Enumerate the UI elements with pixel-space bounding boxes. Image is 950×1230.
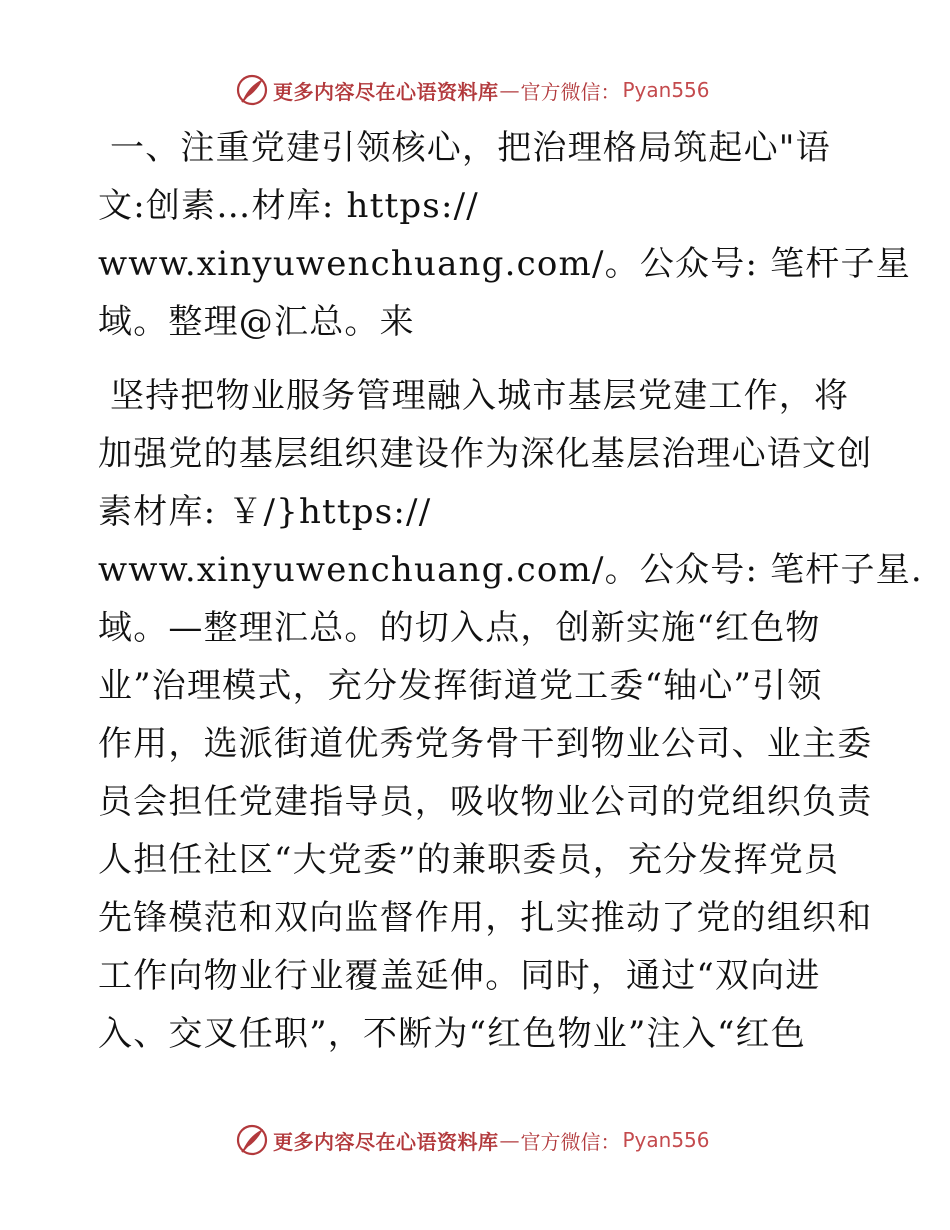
header-banner (235, 72, 710, 108)
heading-line-3: www.xinyuwenchuang.com/。公众号: 笔杆子星 (98, 244, 911, 284)
paragraph-line-7: 作用，选派街道优秀党务骨干到物业公司、业主委 (98, 724, 873, 764)
feather-quill-logo-icon (235, 73, 269, 107)
heading-line-1: 一、注重党建引领核心，把治理格局筑起心"语 (110, 128, 831, 168)
paragraph-line-2: 加强党的基层组织建设作为深化基层治理心语文创 (98, 434, 873, 474)
paragraph-line-6: 业”治理模式，充分发挥街道党工委“轴心”引领 (98, 666, 823, 706)
banner-separator: — (499, 1128, 520, 1152)
banner-wechat-label: 官方微信： (520, 79, 621, 104)
paragraph-line-10: 先锋模范和双向监督作用，扎实推动了党的组织和 (98, 898, 873, 938)
paragraph-line-4: www.xinyuwenchuang.com/。公众号: 笔杆子星. (98, 550, 923, 590)
banner-separator: — (499, 78, 520, 102)
banner-wechat-id: Pyan556 (622, 78, 710, 102)
banner-wechat-id: Pyan556 (622, 1128, 710, 1152)
paragraph-line-8: 员会担任党建指导员，吸收物业公司的党组织负责 (98, 782, 873, 822)
paragraph-line-3: 素材库: ￥/}https:// (98, 492, 432, 532)
footer-banner (235, 1122, 710, 1158)
banner-wechat-label: 官方微信： (520, 1129, 621, 1154)
paragraph-line-11: 工作向物业行业覆盖延伸。同时，通过“双向进 (98, 956, 821, 996)
paragraph-line-5: 域。—整理汇总。的切入点，创新实施“红色物 (98, 608, 821, 648)
banner-title: 更多内容尽在心语资料库 (273, 1129, 499, 1154)
paragraph-line-12: 入、交叉任职”，不断为“红色物业”注入“红色 (98, 1014, 806, 1054)
paragraph-line-1: 坚持把物业服务管理融入城市基层党建工作，将 (110, 376, 850, 416)
banner-title: 更多内容尽在心语资料库 (273, 79, 499, 104)
heading-line-4: 域。整理@汇总。来 (98, 302, 415, 342)
paragraph-line-9: 人担任社区“大党委”的兼职委员，充分发挥党员 (98, 840, 840, 880)
feather-quill-logo-icon (235, 1123, 269, 1157)
heading-line-2: 文:创素…材库: https:// (98, 186, 479, 226)
